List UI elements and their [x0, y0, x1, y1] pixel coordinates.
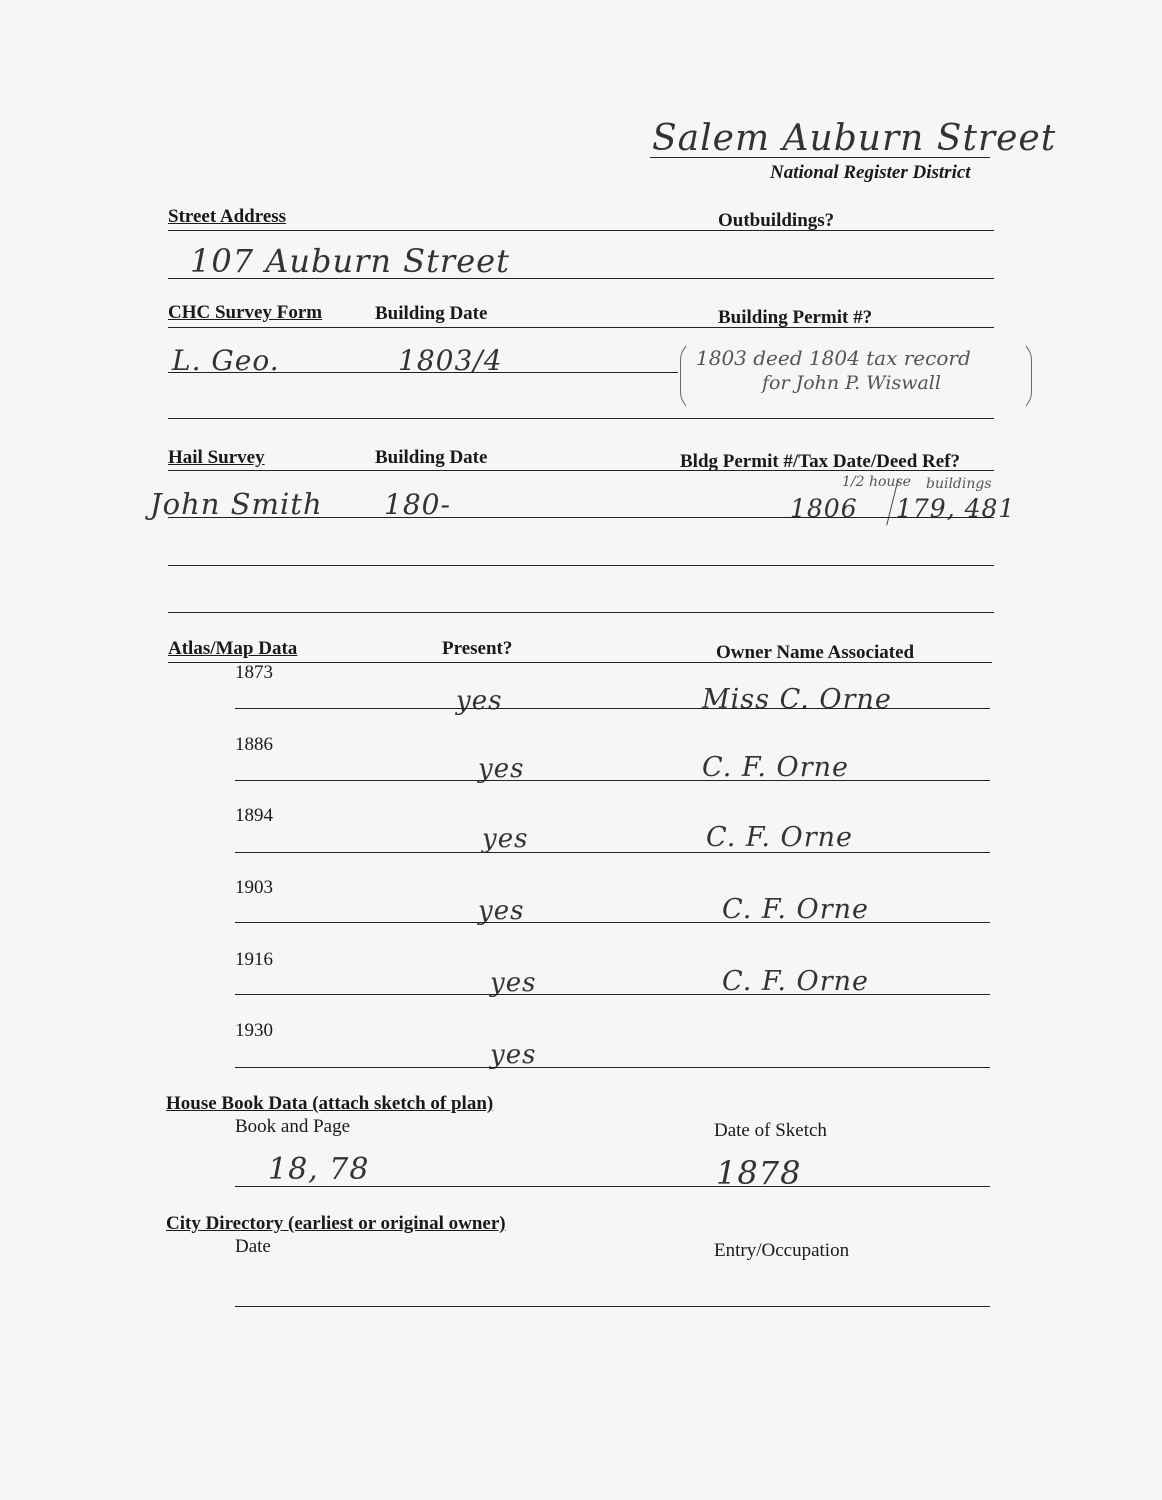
house-book-line [235, 1186, 990, 1187]
hail-blank-line-1 [168, 565, 994, 566]
street-address-value: 107 Auburn Street [190, 242, 510, 280]
hail-note-bottom-left: 1806 [790, 494, 858, 523]
street-address-label: Street Address [168, 206, 287, 227]
atlas-year: 1916 [235, 949, 273, 970]
atlas-row-line [235, 922, 990, 923]
district-underline [650, 157, 990, 158]
chc-building-date-value: 1803/4 [398, 344, 503, 377]
atlas-present-value: yes [456, 686, 503, 716]
chc-building-date-label: Building Date [375, 303, 488, 324]
chc-value-line [168, 372, 678, 373]
atlas-present-value: yes [482, 824, 529, 854]
atlas-present-value: yes [490, 968, 537, 998]
chc-permit-note-line2: for John P. Wiswall [762, 372, 941, 394]
street-header-line [168, 230, 994, 231]
atlas-label: Atlas/Map Data [168, 638, 298, 659]
book-page-label: Book and Page [235, 1116, 351, 1137]
atlas-row-line [235, 780, 990, 781]
atlas-present-value: yes [490, 1040, 537, 1070]
date-sketch-value: 1878 [716, 1154, 802, 1192]
chc-permit-note-line1: 1803 deed 1804 tax record [696, 346, 971, 370]
city-directory-line [235, 1306, 990, 1307]
chc-survey-label: CHC Survey Form [168, 302, 323, 323]
book-page-value: 18, 78 [268, 1152, 370, 1187]
atlas-row-line [235, 994, 990, 995]
hail-building-date-value: 180- [384, 488, 451, 521]
atlas-row-line [235, 708, 990, 709]
city-directory-label: City Directory (earliest or original owner) [166, 1213, 506, 1234]
atlas-year: 1886 [235, 734, 273, 755]
hail-blank-line-2 [168, 612, 994, 613]
hail-permit-label: Bldg Permit #/Tax Date/Deed Ref? [680, 451, 961, 472]
hail-note-bottom-right: 179, 481 [896, 494, 1016, 523]
chc-blank-line [168, 418, 994, 419]
atlas-row-line [235, 852, 990, 853]
district-printed: National Register District [770, 162, 971, 183]
chc-permit-label: Building Permit #? [718, 307, 873, 328]
atlas-header-line [168, 662, 992, 663]
atlas-row-line [235, 1067, 990, 1068]
date-sketch-label: Date of Sketch [714, 1120, 827, 1141]
hail-value-line [168, 517, 994, 518]
atlas-year: 1903 [235, 877, 273, 898]
atlas-owner-value: C. F. Orne [706, 822, 853, 853]
atlas-owner-value: C. F. Orne [722, 894, 869, 925]
atlas-owner-value: C. F. Orne [722, 966, 869, 997]
hail-note-top-right: buildings [926, 476, 992, 492]
hail-survey-label: Hail Survey [168, 447, 265, 468]
atlas-present-value: yes [478, 896, 525, 926]
outbuildings-label: Outbuildings? [718, 210, 835, 231]
atlas-year: 1894 [235, 805, 273, 826]
hail-survey-value: John Smith [150, 487, 323, 521]
atlas-owner-label: Owner Name Associated [716, 642, 915, 663]
chc-survey-value: L. Geo. [172, 344, 280, 377]
district-handwritten: Salem Auburn Street [652, 118, 1057, 159]
atlas-owner-value: Miss C. Orne [702, 684, 892, 715]
atlas-present-value: yes [478, 754, 525, 784]
hail-note-top-left: 1/2 house [842, 474, 911, 490]
street-value-line [168, 278, 994, 279]
city-directory-entry-label: Entry/Occupation [714, 1240, 850, 1261]
city-directory-date-label: Date [235, 1236, 271, 1257]
hail-building-date-label: Building Date [375, 447, 488, 468]
atlas-present-label: Present? [442, 638, 513, 659]
atlas-owner-value: C. F. Orne [702, 752, 849, 783]
atlas-year: 1930 [235, 1020, 273, 1041]
hail-header-line [168, 470, 994, 471]
house-book-label: House Book Data (attach sketch of plan) [166, 1093, 494, 1114]
atlas-year: 1873 [235, 662, 273, 683]
chc-header-line [168, 327, 994, 328]
